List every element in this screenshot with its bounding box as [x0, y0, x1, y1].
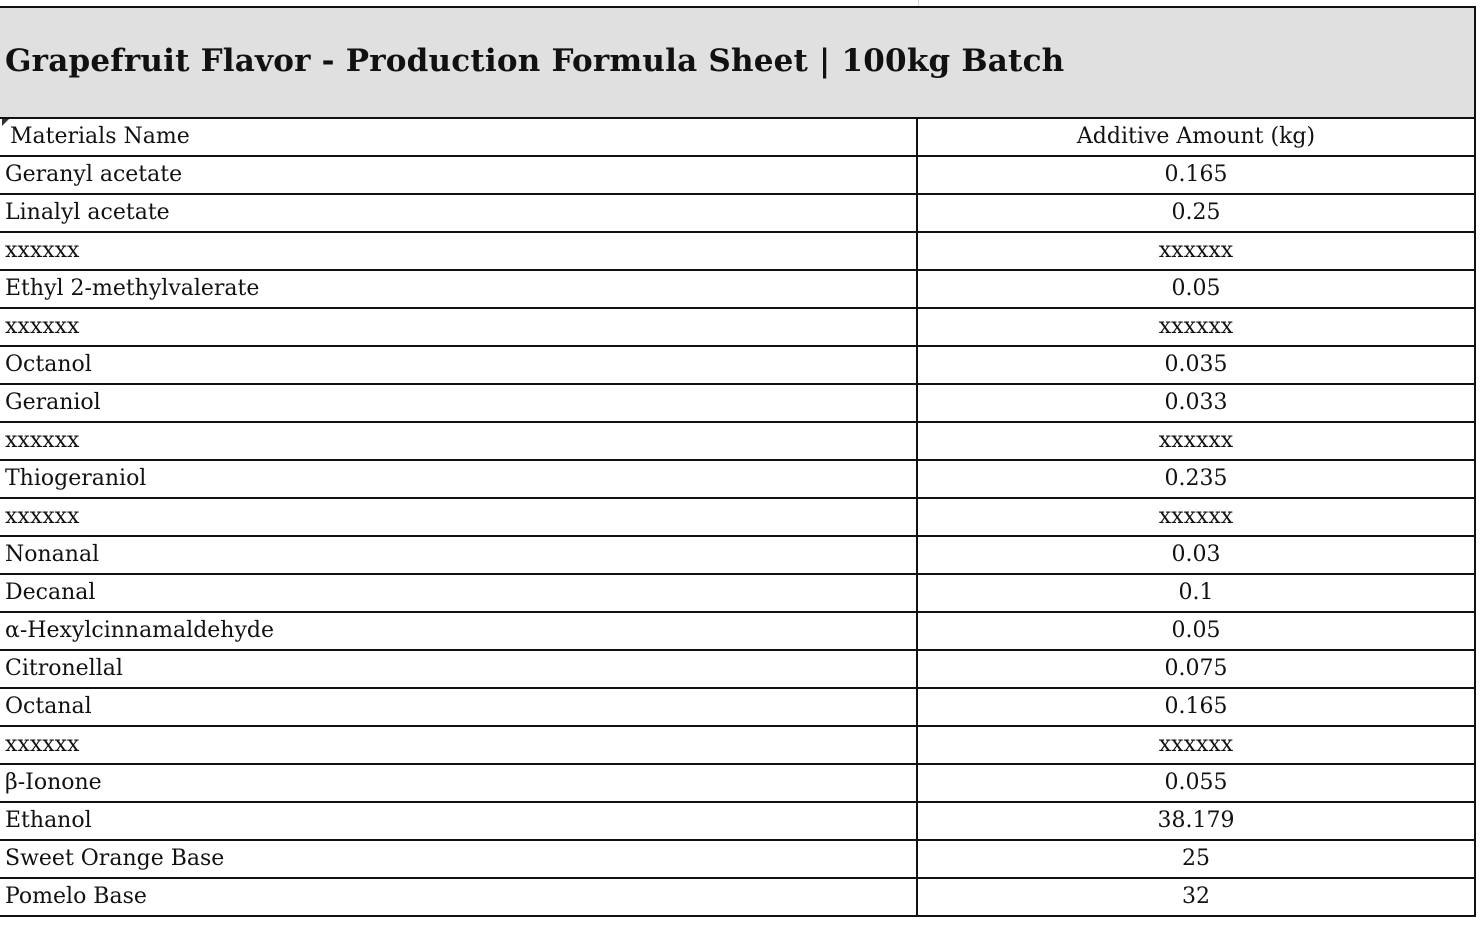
additive-amount-cell[interactable]: 0.075: [918, 651, 1476, 687]
material-name-cell[interactable]: Geranyl acetate: [0, 157, 918, 193]
material-name-cell[interactable]: α-Hexylcinnamaldehyde: [0, 613, 918, 649]
additive-amount-cell[interactable]: 0.033: [918, 385, 1476, 421]
additive-amount-cell[interactable]: 25: [918, 841, 1476, 877]
additive-amount-cell[interactable]: xxxxxx: [918, 309, 1476, 345]
material-name-cell[interactable]: Ethanol: [0, 803, 918, 839]
table-row: [0, 841, 1476, 879]
table-row: [0, 157, 1476, 195]
additive-amount-cell[interactable]: 0.165: [918, 157, 1476, 193]
table-row: [0, 309, 1476, 347]
additive-amount-cell[interactable]: 0.05: [918, 613, 1476, 649]
title-cell[interactable]: [0, 6, 1476, 119]
table-row: [0, 727, 1476, 765]
additive-amount-cell[interactable]: 0.055: [918, 765, 1476, 801]
material-name-cell[interactable]: Decanal: [0, 575, 918, 611]
additive-amount-cell[interactable]: 0.035: [918, 347, 1476, 383]
additive-amount-cell[interactable]: 0.1: [918, 575, 1476, 611]
additive-amount-cell[interactable]: 0.235: [918, 461, 1476, 497]
material-name-cell[interactable]: Thiogeraniol: [0, 461, 918, 497]
material-name-cell[interactable]: Sweet Orange Base: [0, 841, 918, 877]
table-row: [0, 461, 1476, 499]
material-name-cell[interactable]: Nonanal: [0, 537, 918, 573]
table-row: [0, 537, 1476, 575]
material-name-cell[interactable]: Ethyl 2-methylvalerate: [0, 271, 918, 307]
table-row: [0, 385, 1476, 423]
material-name-cell[interactable]: Pomelo Base: [0, 879, 918, 915]
table-row: [0, 879, 1476, 917]
additive-amount-cell[interactable]: xxxxxx: [918, 727, 1476, 763]
additive-amount-cell[interactable]: xxxxxx: [918, 499, 1476, 535]
column-header-additive-amount[interactable]: Additive Amount (kg): [918, 119, 1476, 155]
additive-amount-cell[interactable]: 0.25: [918, 195, 1476, 231]
material-name-cell[interactable]: xxxxxx: [0, 233, 918, 269]
column-header-materials-name[interactable]: Materials Name: [0, 119, 918, 155]
additive-amount-cell[interactable]: 0.165: [918, 689, 1476, 725]
table-row: [0, 195, 1476, 233]
table-row: [0, 423, 1476, 461]
cell-comment-marker: [2, 119, 9, 126]
material-name-cell[interactable]: Geraniol: [0, 385, 918, 421]
sheet-title: Grapefruit Flavor - Production Formula Sheet | 100kg Batch: [5, 42, 1065, 79]
table-row: [0, 271, 1476, 309]
table-row: [0, 803, 1476, 841]
material-name-cell[interactable]: Octanal: [0, 689, 918, 725]
header-row: [0, 119, 1476, 157]
material-name-cell[interactable]: xxxxxx: [0, 727, 918, 763]
table-row: [0, 765, 1476, 803]
table-row: [0, 499, 1476, 537]
additive-amount-cell[interactable]: 0.05: [918, 271, 1476, 307]
material-name-cell[interactable]: β-Ionone: [0, 765, 918, 801]
additive-amount-cell[interactable]: 0.03: [918, 537, 1476, 573]
additive-amount-cell[interactable]: 38.179: [918, 803, 1476, 839]
additive-amount-cell[interactable]: 32: [918, 879, 1476, 915]
additive-amount-cell[interactable]: xxxxxx: [918, 423, 1476, 459]
material-name-cell[interactable]: Citronellal: [0, 651, 918, 687]
table-row: [0, 651, 1476, 689]
material-name-cell[interactable]: Linalyl acetate: [0, 195, 918, 231]
table-row: [0, 613, 1476, 651]
table-body: [0, 157, 1476, 917]
table-row: [0, 233, 1476, 271]
material-name-cell[interactable]: xxxxxx: [0, 309, 918, 345]
table-row: [0, 347, 1476, 385]
formula-sheet: [0, 6, 1476, 917]
additive-amount-cell[interactable]: xxxxxx: [918, 233, 1476, 269]
material-name-cell[interactable]: xxxxxx: [0, 423, 918, 459]
table-row: [0, 689, 1476, 727]
table-row: [0, 575, 1476, 613]
material-name-cell[interactable]: xxxxxx: [0, 499, 918, 535]
material-name-cell[interactable]: Octanol: [0, 347, 918, 383]
